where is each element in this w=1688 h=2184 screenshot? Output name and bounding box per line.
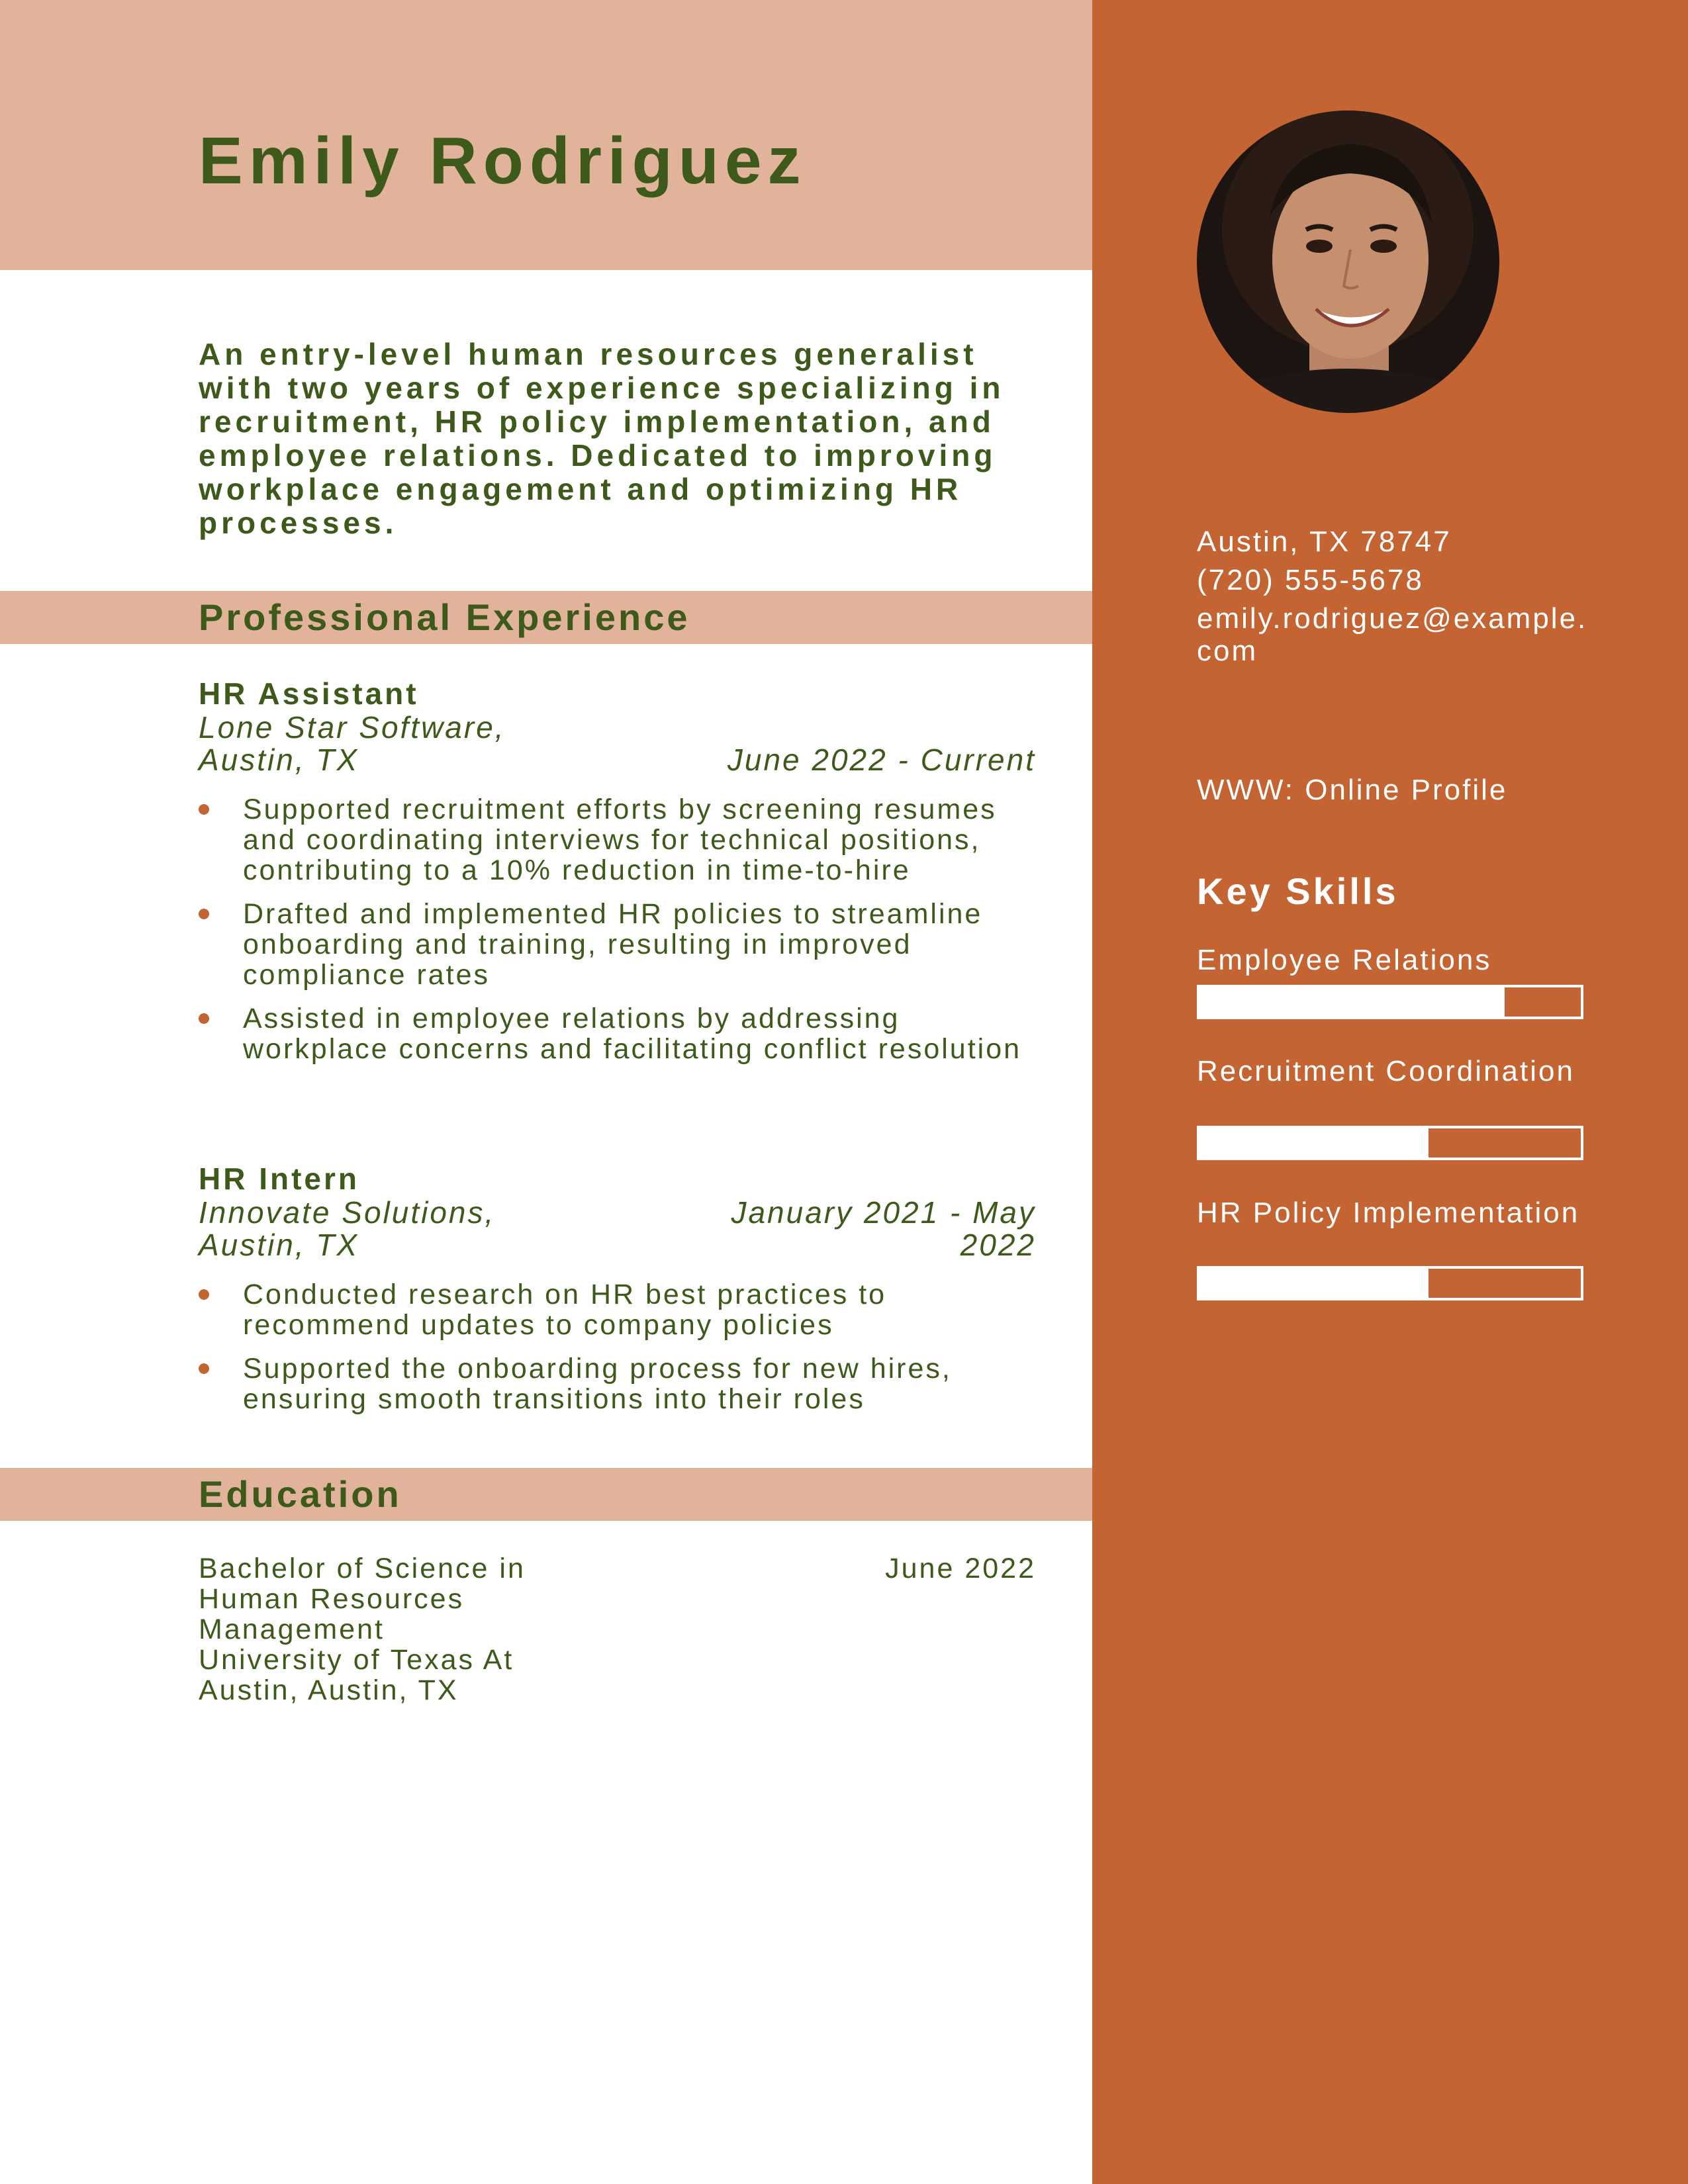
skill-level-fill bbox=[1199, 987, 1505, 1017]
job-title: HR Assistant bbox=[199, 676, 419, 711]
job-bullet: Conducted research on HR best practices to recommend updates to company policies bbox=[199, 1279, 1046, 1340]
job-location: Austin, TX bbox=[199, 1228, 359, 1262]
job-title: HR Intern bbox=[199, 1161, 359, 1196]
contact-location: Austin, TX 78747 bbox=[1197, 525, 1452, 558]
job-bullets bbox=[199, 1279, 1046, 1428]
bullet-dot-icon bbox=[199, 804, 209, 815]
job-bullet: Drafted and implemented HR policies to streamline onboarding and training, resulting in improved compliance rates bbox=[199, 899, 1046, 990]
education-section-band bbox=[0, 1468, 1092, 1521]
profile-photo bbox=[1197, 111, 1499, 413]
job-company-name: Lone Star Software, bbox=[199, 710, 506, 745]
bullet-dot-icon bbox=[199, 909, 209, 919]
skill-level-fill bbox=[1199, 1269, 1429, 1298]
education-date: June 2022 bbox=[885, 1553, 1036, 1584]
education-section-title: Education bbox=[199, 1473, 402, 1515]
job-bullet: Supported the onboarding process for new hires, ensuring smooth transitions into their roles bbox=[199, 1353, 1046, 1414]
skill-level-bar bbox=[1197, 1266, 1583, 1300]
contact-phone: (720) 555-5678 bbox=[1197, 564, 1424, 596]
job-dates: January 2021 - May 2022 bbox=[731, 1195, 1036, 1262]
education-degree: Bachelor of Science in Human Resources Management bbox=[199, 1553, 526, 1645]
candidate-name: Emily Rodriguez bbox=[199, 124, 807, 198]
job-location: Austin, TX bbox=[199, 743, 359, 777]
skill-name: Recruitment Coordination bbox=[1197, 1055, 1575, 1087]
bullet-dot-icon bbox=[199, 1013, 209, 1024]
skill-level-fill bbox=[1199, 1128, 1429, 1158]
contact-website-link[interactable]: WWW: Online Profile bbox=[1197, 774, 1508, 806]
job-company bbox=[199, 711, 569, 776]
education-entry bbox=[199, 1553, 569, 1706]
skill-name: Employee Relations bbox=[1197, 944, 1492, 976]
job-bullets bbox=[199, 794, 1046, 1077]
job-company bbox=[199, 1197, 569, 1261]
bullet-dot-icon bbox=[199, 1363, 209, 1374]
skill-level-bar bbox=[1197, 985, 1583, 1019]
avatar bbox=[1197, 111, 1499, 413]
job-company-name: Innovate Solutions, bbox=[199, 1195, 496, 1230]
experience-section-title: Professional Experience bbox=[199, 596, 690, 638]
job-dates: June 2022 - Current bbox=[727, 743, 1036, 777]
job-bullet: Supported recruitment efforts by screening resumes and coordinating interviews for technical positions, contributing to a 10% reduction in time-to-hire bbox=[199, 794, 1046, 886]
contact-email[interactable]: emily.rodriguez@example.com bbox=[1197, 602, 1588, 667]
job-bullet: Assisted in employee relations by addressing workplace concerns and facilitating conflict resolution bbox=[199, 1003, 1046, 1064]
bullet-dot-icon bbox=[199, 1289, 209, 1300]
skills-section-title: Key Skills bbox=[1197, 870, 1399, 912]
skill-name: HR Policy Implementation bbox=[1197, 1197, 1580, 1229]
education-school: University of Texas At Austin, Austin, TX bbox=[199, 1644, 514, 1706]
skill-level-bar bbox=[1197, 1126, 1583, 1160]
profile-summary: An entry-level human resources generalist with two years of experience specializing in recruitment, HR policy implementation, and employee relations. Dedicated to improving workplace engagement and optimizing HR processes. bbox=[199, 337, 1005, 540]
